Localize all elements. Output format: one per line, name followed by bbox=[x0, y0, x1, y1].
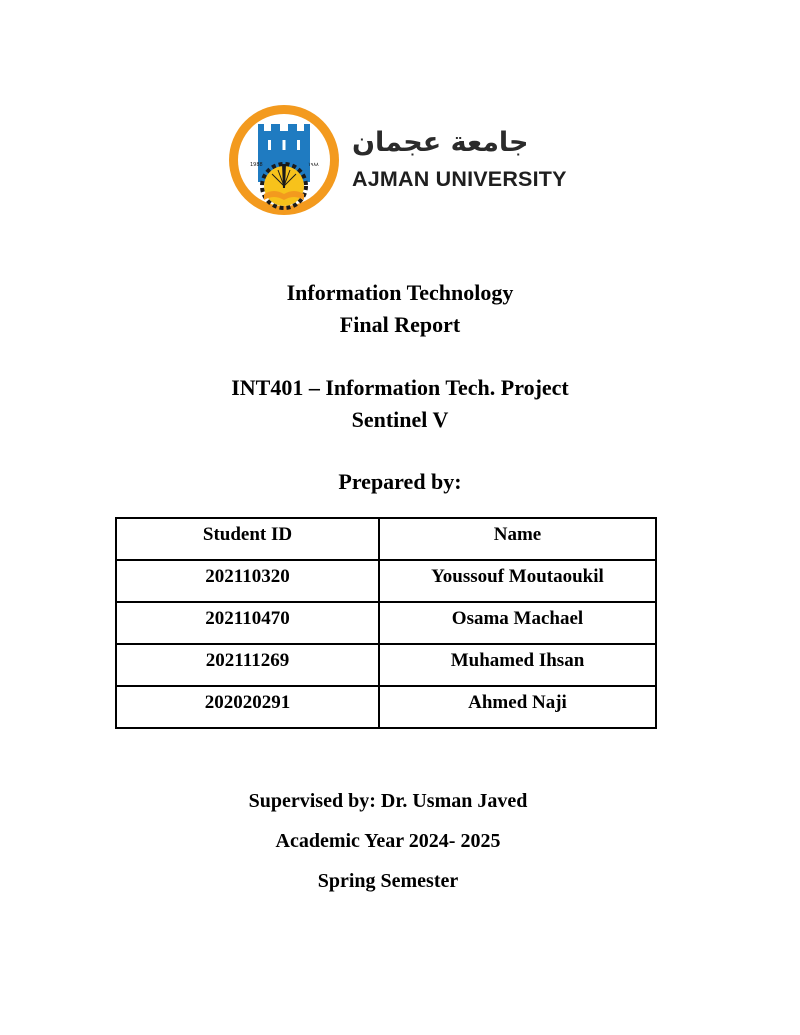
course-title: INT401 – Information Tech. Project bbox=[231, 375, 569, 400]
semester-line: Spring Semester bbox=[317, 870, 459, 892]
student-id-cell: 202020291 bbox=[116, 686, 379, 728]
university-logo bbox=[228, 104, 580, 216]
prepared-by-label: Prepared by: bbox=[338, 469, 462, 494]
supervisor-line: Supervised by: Dr. Usman Javed bbox=[248, 790, 528, 812]
report-type-title: Final Report bbox=[339, 312, 461, 337]
students-table bbox=[115, 517, 657, 729]
student-name-cell: Ahmed Naji bbox=[379, 686, 656, 728]
student-name-cell: Osama Machael bbox=[379, 602, 656, 644]
table-row bbox=[116, 560, 656, 602]
student-name-cell: Youssouf Moutaoukil bbox=[379, 560, 656, 602]
project-name: Sentinel V bbox=[351, 407, 449, 432]
table-row bbox=[116, 644, 656, 686]
student-id-cell: 202110320 bbox=[116, 560, 379, 602]
table-header-row bbox=[116, 518, 656, 560]
logo-arabic-name: جامعة عجمان bbox=[352, 127, 529, 158]
table-row bbox=[116, 602, 656, 644]
academic-year-line: Academic Year 2024- 2025 bbox=[275, 830, 501, 852]
student-name-cell: Muhamed Ihsan bbox=[379, 644, 656, 686]
emblem-year-left: 1988 bbox=[250, 162, 263, 168]
emblem-year-right: ١٩٨٨ bbox=[308, 162, 319, 168]
table-row bbox=[116, 686, 656, 728]
student-id-cell: 202110470 bbox=[116, 602, 379, 644]
department-title: Information Technology bbox=[286, 280, 514, 305]
ajman-university-emblem-icon bbox=[228, 104, 340, 216]
logo-english-name: AJMAN UNIVERSITY bbox=[352, 167, 567, 191]
column-header-name: Name bbox=[379, 518, 656, 560]
column-header-student-id: Student ID bbox=[116, 518, 379, 560]
student-id-cell: 202111269 bbox=[116, 644, 379, 686]
